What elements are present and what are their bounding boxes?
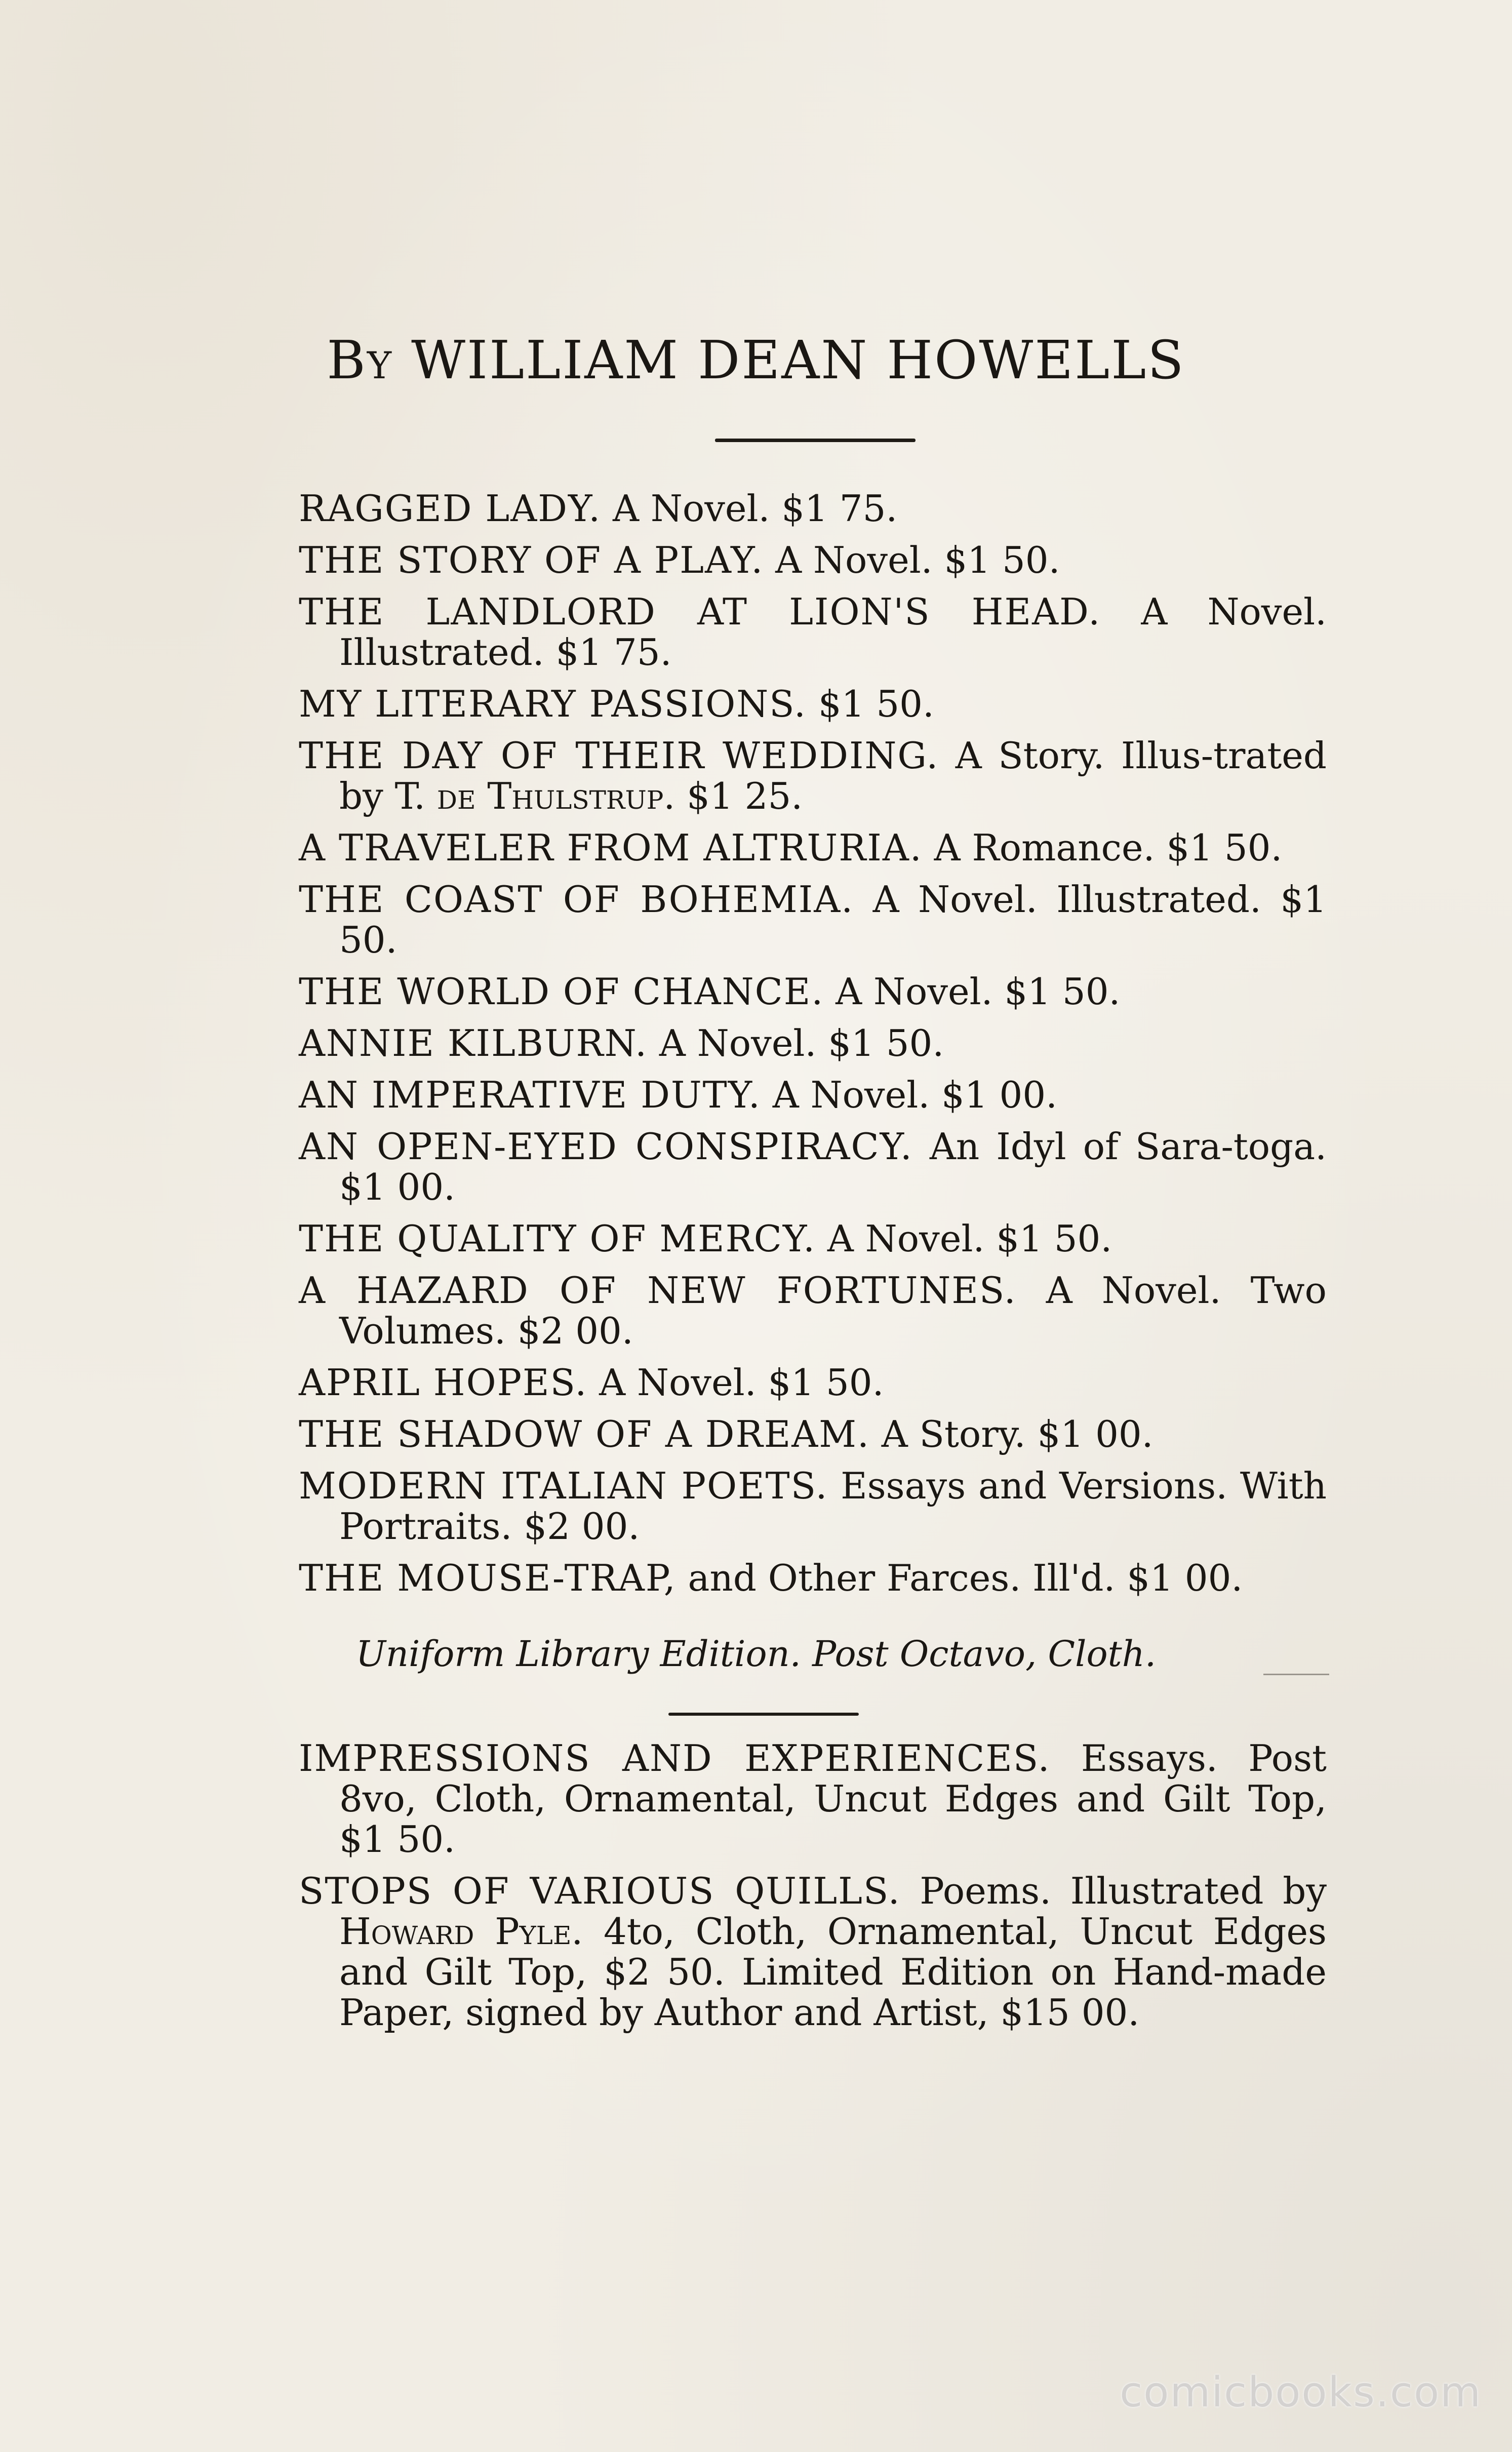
edition-note-dash: [1263, 1674, 1329, 1675]
book-details: Poems. Illustrated by: [920, 1870, 1327, 1912]
book-entry: [299, 540, 1327, 580]
book-title: THE DAY OF THEIR WEDDING.: [299, 734, 939, 777]
author-name: WILLIAM DEAN HOWELLS: [411, 329, 1185, 391]
illustrator-name: Howard Pyle.: [339, 1910, 583, 1953]
book-entry: [299, 1738, 1327, 1860]
book-entry: [299, 1871, 1327, 2033]
book-details: A Romance. $1 50.: [934, 826, 1283, 869]
book-entry: [299, 1558, 1327, 1598]
book-title: THE SHADOW OF A DREAM.: [299, 1413, 870, 1455]
book-details: A Novel. Illustrated. $1 75.: [339, 590, 1327, 674]
book-entry: [299, 1466, 1327, 1547]
book-entry: [299, 488, 1327, 529]
book-title: THE MOUSE-TRAP,: [299, 1557, 677, 1599]
book-entry: [299, 1362, 1327, 1403]
book-details: A Novel. $1 50.: [599, 1361, 884, 1404]
book-details: $1 50.: [818, 683, 934, 725]
illustrator-name: T. de Thulstrup.: [394, 775, 675, 817]
book-entry: [299, 971, 1327, 1012]
book-price: $1 25.: [687, 775, 803, 817]
book-details: A Story. Illus-trated by: [339, 734, 1327, 817]
book-price: 4to, Cloth, Ornamental, Uncut Edges and Gilt Top, $2 50. Limited Edition on Hand-made Paper, signed by Author and Artist, $15 00.: [339, 1910, 1327, 2034]
book-details: A Story. $1 00.: [881, 1413, 1153, 1455]
book-title: THE WORLD OF CHANCE.: [299, 970, 824, 1013]
book-details: and Other Farces. Ill'd. $1 00.: [688, 1557, 1243, 1599]
by-label: By: [327, 329, 393, 391]
book-details: A Novel. $1 50.: [827, 1217, 1112, 1260]
book-title: MY LITERARY PASSIONS.: [299, 683, 807, 725]
book-title: THE LANDLORD AT LION'S HEAD.: [299, 590, 1101, 633]
book-entry: [299, 879, 1327, 960]
book-details: A Novel. $1 50.: [775, 539, 1060, 581]
book-entry: [299, 684, 1327, 724]
book-list: [299, 488, 1327, 1609]
book-title: THE COAST OF BOHEMIA.: [299, 878, 854, 921]
book-entry: [299, 1414, 1327, 1454]
book-title: STOPS OF VARIOUS QUILLS.: [299, 1870, 901, 1912]
book-details: A Novel. $1 50.: [659, 1022, 944, 1064]
book-details: An Idyl of Sara-toga. $1 00.: [339, 1125, 1327, 1208]
book-details: Essays and Versions. With Portraits. $2 00.: [339, 1465, 1327, 1548]
book-title: A TRAVELER FROM ALTRURIA.: [299, 826, 923, 869]
site-watermark: comicbooks.com: [1120, 2368, 1482, 2417]
book-title: RAGGED LADY.: [299, 487, 602, 530]
edition-note: Uniform Library Edition. Post Octavo, Cloth.: [355, 1633, 1157, 1675]
book-details: A Novel. Two Volumes. $2 00.: [339, 1269, 1327, 1352]
book-entry: [299, 1075, 1327, 1115]
book-title: IMPRESSIONS AND EXPERIENCES.: [299, 1737, 1051, 1779]
book-title: A HAZARD OF NEW FORTUNES.: [299, 1269, 1017, 1312]
book-details: A Novel. $1 75.: [612, 487, 898, 530]
book-title: MODERN ITALIAN POETS.: [299, 1465, 828, 1507]
book-entry: [299, 1218, 1327, 1259]
section-divider: [668, 1713, 859, 1716]
book-title: AN OPEN-EYED CONSPIRACY.: [299, 1125, 913, 1168]
book-entry: [299, 591, 1327, 673]
author-heading: [0, 329, 1512, 391]
book-title: AN IMPERATIVE DUTY.: [299, 1074, 761, 1116]
book-entry: [299, 827, 1327, 868]
book-title: THE STORY OF A PLAY.: [299, 539, 764, 581]
special-book-list: [299, 1738, 1327, 2044]
book-entry: [299, 1126, 1327, 1207]
book-details: A Novel. $1 00.: [772, 1074, 1058, 1116]
heading-divider: [715, 439, 916, 442]
book-entry: [299, 1270, 1327, 1351]
book-title: THE QUALITY OF MERCY.: [299, 1217, 816, 1260]
book-entry: [299, 1023, 1327, 1063]
book-details: Essays. Post 8vo, Cloth, Ornamental, Uncut Edges and Gilt Top, $1 50.: [339, 1737, 1327, 1861]
book-title: APRIL HOPES.: [299, 1361, 588, 1404]
book-entry: [299, 735, 1327, 816]
book-title: ANNIE KILBURN.: [299, 1022, 648, 1064]
book-details: A Novel. $1 50.: [835, 970, 1121, 1013]
book-details: A Novel. Illustrated. $1 50.: [339, 878, 1327, 961]
